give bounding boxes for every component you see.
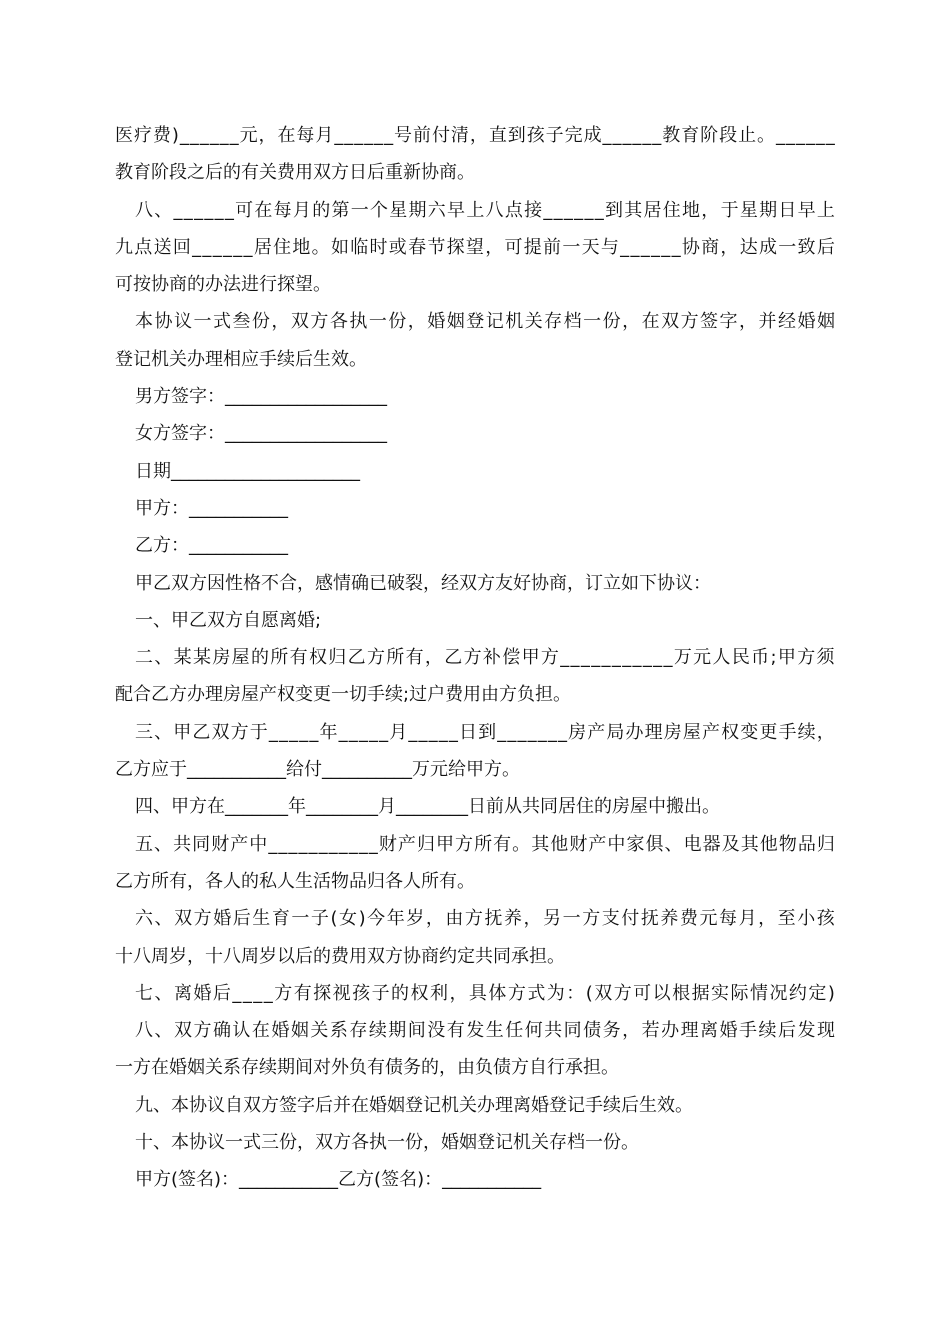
text-line: 可按协商的办法进行探望。: [115, 274, 331, 296]
text-line: 十、本协议一式三份，双方各执一份，婚姻登记机关存档一份。: [135, 1132, 639, 1154]
text-line: 乙方所有，各人的私人生活物品归各人所有。: [115, 870, 475, 892]
text-line: 三 、 甲 乙 双 方 于 _ _ _ _ _ 年 _ _ _ _ _ 月 _ _ _ _ _ 日 到 _ _ _ _ _ _ _ 房 产 局 办 理 房 屋 产 权 变 更 手 续 ，: [135, 721, 835, 743]
text-line: 乙方应于___________给付__________万元给甲方。: [115, 759, 520, 781]
text-line: 十八周岁，十八周岁以后的费用双方协商约定共同承担。: [115, 945, 565, 967]
text-line: 七 、 离 婚 后 _ _ _ _ 方 有 探 视 孩 子 的 权 利 ， 具 体 方 式 为 ： ( 双 方 可 以 根 据 实 际 情 况 约 定 ): [135, 982, 835, 1004]
text-line: 八 、 _ _ _ _ _ _ 可 在 每 月 的 第 一 个 星 期 六 早 上 八 点 接 _ _ _ _ _ _ 到 其 居 住 地 ， 于 星 期 日 早 上: [135, 199, 835, 221]
text-line: 四、甲方在_______年________月________日前从共同居住的房屋中搬出。: [135, 796, 720, 818]
text-line: 一方在婚姻关系存续期间对外负有债务的，由负债方自行承担。: [115, 1057, 619, 1079]
text-line: 六 、 双 方 婚 后 生 育 一 子 ( 女 ) 今 年 岁 ， 由 方 抚 养 ， 另 一 方 支 付 抚 养 费 元 每 月 ， 至 小 孩: [135, 908, 835, 930]
text-line: 甲乙双方因性格不合，感情确已破裂，经双方友好协商，订立如下协议：: [135, 572, 711, 594]
text-line: 日期_____________________: [135, 460, 360, 482]
text-line: 九、本协议自双方签字后并在婚姻登记机关办理离婚登记手续后生效。: [135, 1094, 693, 1116]
text-line: 女方签字：__________________: [135, 423, 387, 445]
text-line: 甲方：___________: [135, 497, 288, 519]
text-line: 一、甲乙双方自愿离婚;: [135, 609, 322, 631]
text-line: 男方签字：__________________: [135, 386, 387, 408]
document-page: [115, 117, 835, 1199]
text-line: 二 、 某 某 房 屋 的 所 有 权 归 乙 方 所 有 ， 乙 方 补 偿 甲 方 _ _ _ _ _ _ _ _ _ _ _ 万 元 人 民 币 ; 甲 方 须: [135, 647, 835, 669]
text-line: 教育阶段之后的有关费用双方日后重新协商。: [115, 162, 475, 184]
text-line: 九 点 送 回 _ _ _ _ _ _ 居 住 地 。 如 临 时 或 春 节 探 望 ， 可 提 前 一 天 与 _ _ _ _ _ _ 协 商 ， 达 成 一 致 后: [115, 236, 835, 258]
text-line: 医 疗 费 ) _ _ _ _ _ _ 元 ， 在 每 月 _ _ _ _ _ _ 号 前 付 清 ， 直 到 孩 子 完 成 _ _ _ _ _ _ 教 育 阶 段 止 。 _ _ _ _ _ _: [115, 125, 835, 146]
text-line: 五 、 共 同 财 产 中 _ _ _ _ _ _ _ _ _ _ _ 财 产 归 甲 方 所 有 。 其 他 财 产 中 家 俱 、 电 器 及 其 他 物 品 归: [135, 833, 835, 855]
text-line: 八 、 双 方 确 认 在 婚 姻 关 系 存 续 期 间 没 有 发 生 任 何 共 同 债 务 ， 若 办 理 离 婚 手 续 后 发 现: [135, 1020, 835, 1042]
text-line: 登记机关办理相应手续后生效。: [115, 348, 367, 370]
text-line: 甲方(签名)：___________乙方(签名)：___________: [135, 1169, 542, 1191]
text-line: 本 协 议 一 式 叁 份 ， 双 方 各 执 一 份 ， 婚 姻 登 记 机 关 存 档 一 份 ， 在 双 方 签 字 ， 并 经 婚 姻: [135, 311, 835, 333]
text-line: 乙方：___________: [135, 535, 288, 557]
text-line: 配合乙方办理房屋产权变更一切手续;过户费用由方负担。: [115, 684, 572, 706]
